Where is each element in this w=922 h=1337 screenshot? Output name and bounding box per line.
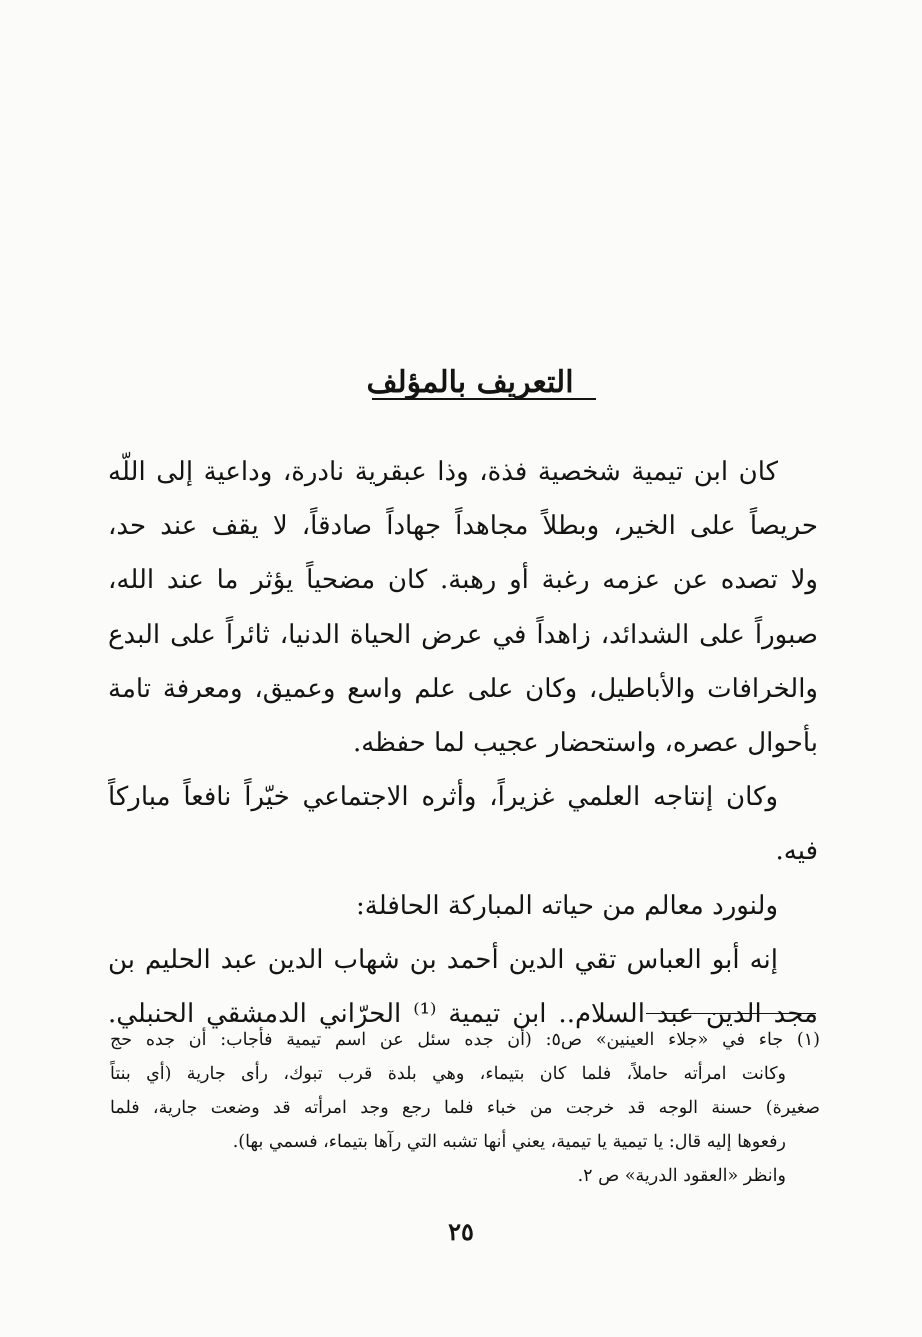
body-text: [108, 445, 818, 1041]
footnote-line: رفعوها إليه قال: يا تيمية يا تيمية، يعني أنها تشبه التي رآها بتيماء، فسمي بها).: [232, 1132, 786, 1152]
footnote-line: صغيرة) حسنة الوجه قد خرجت من خباء فلما رجع وجد امرأته قد وضعت جارية، فلما: [110, 1098, 820, 1118]
body-line: مجد الدين عبد السلام.. ابن تيمية ⁽¹⁾ الحرّاني الدمشقي الحنبلي.: [108, 998, 818, 1029]
footnote-separator: [646, 1013, 816, 1014]
body-line: بأحوال عصره، واستحضار عجيب لما حفظه.: [352, 727, 818, 758]
body-line: ولنورد معالم من حياته المباركة الحافلة:: [356, 890, 778, 921]
footnote-line: وانظر «العقود الدرية» ص ٢.: [577, 1166, 786, 1186]
footnote-line: وكانت امرأته حاملاً، فلما كان بتيماء، وهي بلدة قرب تبوك، رأى جارية (أي بنتاً: [110, 1064, 786, 1084]
body-line: إنه أبو العباس تقي الدين أحمد بن شهاب الدين عبد الحليم بن: [108, 944, 778, 975]
page-number: ٢٥: [448, 1217, 474, 1246]
body-line: وكان إنتاجه العلمي غزيراً، وأثره الاجتماعي خيّراً نافعاً مباركاً: [108, 782, 778, 813]
body-line: كان ابن تيمية شخصية فذة، وذا عبقرية نادرة، وداعية إلى اللّه: [108, 457, 778, 487]
body-line: ولا تصده عن عزمه رغبة أو رهبة. كان مضحياً يؤثر ما عند الله،: [108, 565, 818, 596]
body-line: فيه.: [775, 836, 818, 867]
footnote-line: (١) جاء في «جلاء العينين» ص٥: (أن جده سئل عن اسم تيمية فأجاب: أن جده حج: [110, 1030, 820, 1050]
chapter-heading: التعريف بالمؤلف: [366, 365, 574, 400]
body-line: صبوراً على الشدائد، زاهداً في عرض الحياة الدنيا، ثائراً على البدع: [108, 619, 818, 650]
body-line: والخرافات والأباطيل، وكان على علم واسع وعميق، ومعرفة تامة: [108, 673, 818, 704]
footnotes: [110, 1023, 820, 1193]
body-line: حريصاً على الخير، وبطلاً مجاهداً جهاداً صادقاً، لا يقف عند حد،: [108, 511, 818, 542]
heading-underline: [372, 398, 596, 400]
